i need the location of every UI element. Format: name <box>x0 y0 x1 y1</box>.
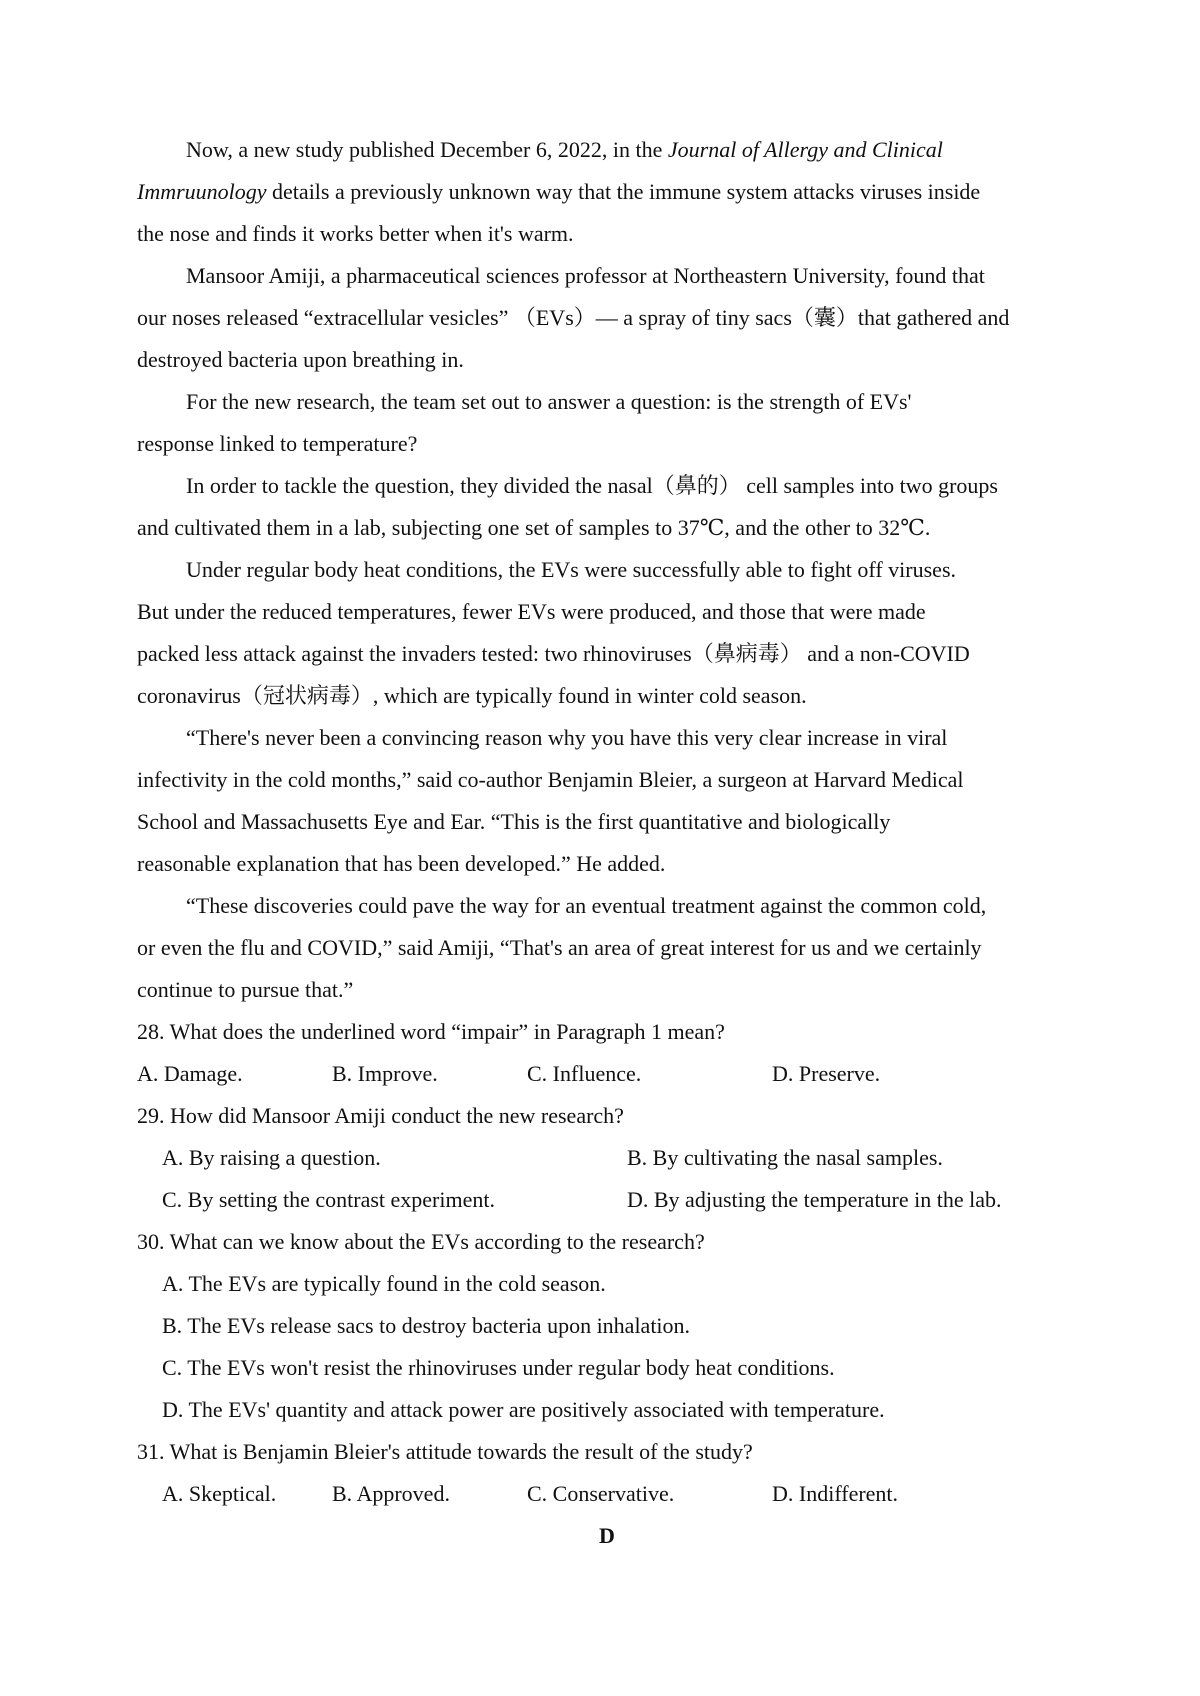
p6-line-2: infectivity in the cold months,” said co-author Benjamin Bleier, a surgeon at Harvard Medical <box>137 767 964 792</box>
q31-option-b: B. Approved. <box>332 1481 450 1506</box>
q29-stem: 29. How did Mansoor Amiji conduct the new research? <box>137 1103 624 1128</box>
q28-stem: 28. What does the underlined word “impair” in Paragraph 1 mean? <box>137 1019 725 1044</box>
p5-line-2: But under the reduced temperatures, fewer EVs were produced, and those that were made <box>137 599 926 624</box>
p2-line-1: Mansoor Amiji, a pharmaceutical sciences professor at Northeastern University, found that <box>186 263 985 288</box>
p5-line-1: Under regular body heat conditions, the EVs were successfully able to fight off viruses. <box>186 557 956 582</box>
p7-line-3: continue to pursue that.” <box>137 977 354 1002</box>
p1-line-2 <box>137 171 1077 213</box>
q29-option-b: B. By cultivating the nasal samples. <box>627 1145 943 1170</box>
q28-options <box>137 1053 1077 1095</box>
p5-line-4: coronavirus（冠状病毒）, which are typically found in winter cold season. <box>137 683 807 708</box>
p6-line-3: School and Massachusetts Eye and Ear. “This is the first quantitative and biologically <box>137 809 891 834</box>
p1-line-3: the nose and finds it works better when it's warm. <box>137 221 574 246</box>
q30-option-c: C. The EVs won't resist the rhinoviruses under regular body heat conditions. <box>162 1355 835 1380</box>
q29-option-d: D. By adjusting the temperature in the lab. <box>627 1187 1002 1212</box>
p2-line-3: destroyed bacteria upon breathing in. <box>137 347 464 372</box>
q30-option-d: D. The EVs' quantity and attack power are positively associated with temperature. <box>162 1397 885 1422</box>
q31-stem: 31. What is Benjamin Bleier's attitude towards the result of the study? <box>137 1439 753 1464</box>
p7-line-2: or even the flu and COVID,” said Amiji, “That's an area of great interest for us and we certainly <box>137 935 982 960</box>
q29-option-a: A. By raising a question. <box>162 1145 381 1170</box>
q30-option-b: B. The EVs release sacs to destroy bacteria upon inhalation. <box>162 1313 691 1338</box>
p1-text: details a previously unknown way that the immune system attacks viruses inside <box>266 179 981 204</box>
q31-options <box>137 1473 1077 1515</box>
p7-line-1: “These discoveries could pave the way for an eventual treatment against the common cold, <box>186 893 987 918</box>
p2-line-2: our noses released “extracellular vesicles” （EVs）— a spray of tiny sacs（囊）that gathered and <box>137 305 1010 330</box>
p4-line-2: and cultivated them in a lab, subjecting one set of samples to 37℃, and the other to 32℃. <box>137 515 931 540</box>
q29-option-c: C. By setting the contrast experiment. <box>162 1187 495 1212</box>
q28-option-a: A. Damage. <box>137 1061 243 1086</box>
p6-line-4: reasonable explanation that has been developed.” He added. <box>137 851 666 876</box>
p3-line-2: response linked to temperature? <box>137 431 418 456</box>
q29-options-row-1 <box>137 1137 1077 1179</box>
q31-option-a: A. Skeptical. <box>162 1481 277 1506</box>
p1-text: Now, a new study published December 6, 2022, in the <box>186 137 668 162</box>
p4-line-1: In order to tackle the question, they divided the nasal（鼻的） cell samples into two groups <box>186 473 998 498</box>
page-content <box>137 129 1077 1557</box>
section-letter: D <box>599 1523 615 1548</box>
q28-option-c: C. Influence. <box>527 1061 642 1086</box>
journal-title: Journal of Allergy and Clinical <box>667 137 943 162</box>
p6-line-1: “There's never been a convincing reason why you have this very clear increase in viral <box>186 725 948 750</box>
journal-title-cont: Immruunology <box>137 179 267 204</box>
q28-option-d: D. Preserve. <box>772 1061 881 1086</box>
q29-options-row-2 <box>137 1179 1077 1221</box>
p5-line-3: packed less attack against the invaders tested: two rhinoviruses（鼻病毒） and a non-COVID <box>137 641 970 666</box>
q28-option-b: B. Improve. <box>332 1061 438 1086</box>
q30-stem: 30. What can we know about the EVs according to the research? <box>137 1229 705 1254</box>
q31-option-c: C. Conservative. <box>527 1481 675 1506</box>
q31-option-d: D. Indifferent. <box>772 1481 899 1506</box>
p3-line-1: For the new research, the team set out to answer a question: is the strength of EVs' <box>186 389 912 414</box>
q30-option-a: A. The EVs are typically found in the cold season. <box>162 1271 606 1296</box>
p1-line-1 <box>137 129 1077 171</box>
